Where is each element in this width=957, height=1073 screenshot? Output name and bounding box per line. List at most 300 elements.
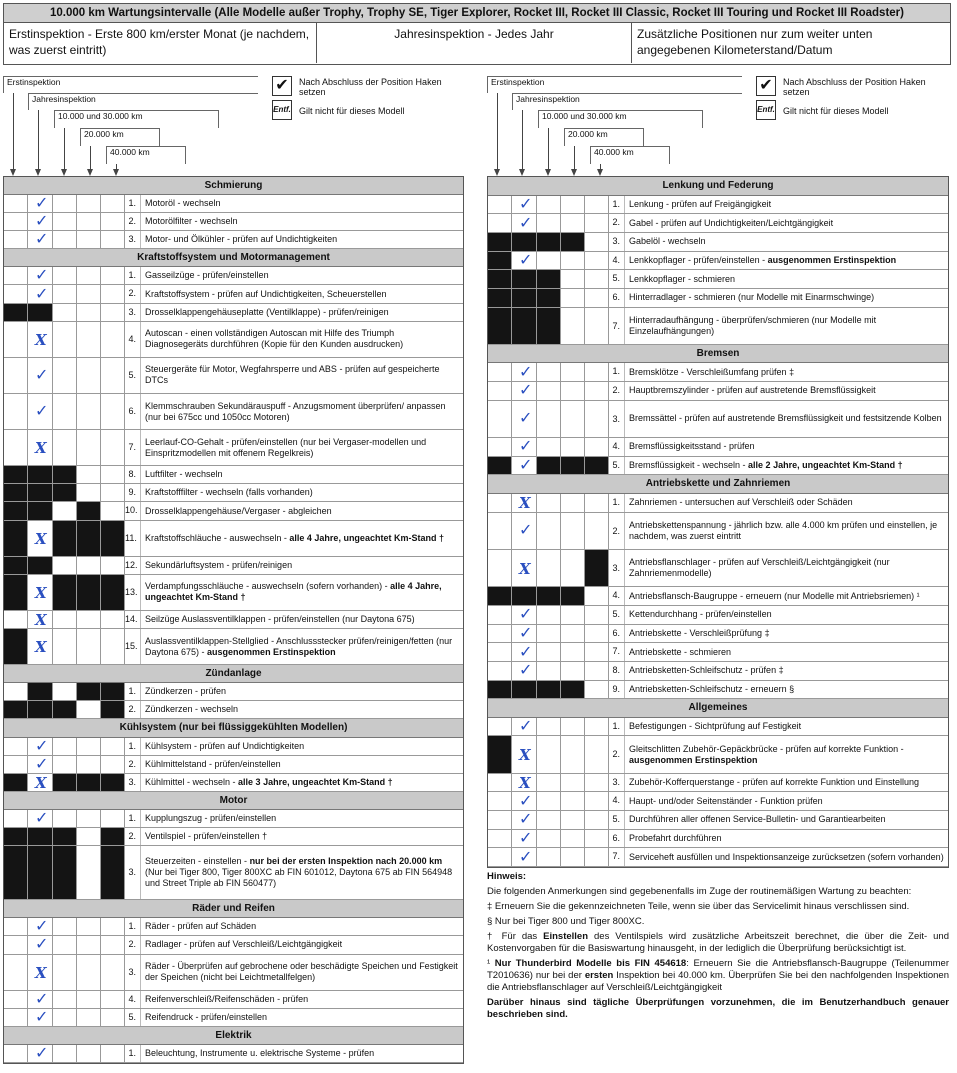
header-annual-inspection: Jahresinspektion - Jedes Jahr: [394, 27, 554, 41]
interval-cell: [4, 683, 28, 700]
item-number: 3.: [609, 401, 625, 437]
interval-cell: [4, 213, 28, 230]
item-number: 14.: [125, 611, 141, 628]
note-wear-parts: ‡ Erneuern Sie die gekennzeichneten Teile, wenn sie über das Servicelimit hinaus verschlissen sind.: [487, 901, 910, 912]
interval-cell: [488, 811, 512, 829]
interval-cell: [585, 625, 609, 643]
key-bracket: 20.000 km: [564, 128, 644, 146]
handwritten-check-mark: ✓: [519, 606, 533, 624]
key-line: [548, 128, 549, 171]
interval-cell: [488, 270, 512, 288]
interval-cell: [53, 846, 77, 899]
interval-cell: [53, 1009, 77, 1026]
interval-cell: [488, 438, 512, 456]
item-number: 2.: [125, 756, 141, 773]
interval-cell: [101, 1045, 125, 1062]
handwritten-check-mark: ✓: [519, 438, 533, 456]
interval-cell: [561, 830, 585, 848]
interval-cell: [4, 267, 28, 284]
section-header: Kühlsystem (nur bei flüssiggekühlten Modellen): [4, 719, 463, 737]
handwritten-cross-mark: X: [35, 583, 47, 602]
item-number: 2.: [125, 285, 141, 302]
interval-cell: [77, 918, 101, 935]
item-number: 1.: [125, 810, 141, 827]
maintenance-table-left: [3, 176, 464, 1064]
section-header: Allgemeines: [488, 699, 948, 718]
interval-cell: [561, 382, 585, 400]
interval-cell: [561, 643, 585, 661]
interval-cell: [53, 231, 77, 248]
handwritten-check-mark: ✓: [519, 718, 533, 736]
interval-cell: [537, 848, 561, 866]
interval-cell: [77, 195, 101, 212]
interval-cell: [537, 736, 561, 772]
interval-cell: [488, 233, 512, 251]
interval-cell: [585, 289, 609, 307]
item-description: Haupt- und/oder Seitenständer - Funktion prüfen: [629, 795, 823, 806]
note-daily-checks: Darüber hinaus sind tägliche Überprüfungen vorzunehmen, die im Benutzerhandbuch genauer beschrieben sind.: [487, 997, 949, 1020]
interval-cell: [28, 304, 53, 321]
item-description: Klemmschrauben Sekundärauspuff - Anzugsmoment überprüfen/ anpassen (nur bei 675cc und 1050cc Motoren): [145, 400, 446, 422]
interval-cell: [537, 792, 561, 810]
item-description: Ventilspiel - prüfen/einstellen †: [145, 830, 268, 841]
key-line: [574, 146, 575, 171]
interval-cell: [585, 214, 609, 232]
item-description: Durchführen aller offenen Service-Bulletin- und Garantiearbeiten: [629, 814, 886, 825]
table-row: [4, 231, 463, 249]
interval-cell: [4, 846, 28, 899]
table-row: [488, 438, 948, 457]
table-row: [4, 918, 463, 936]
item-number: 12.: [125, 557, 141, 574]
item-description: Kühlsystem - prüfen auf Undichtigkeiten: [145, 740, 305, 751]
item-number: 1.: [609, 196, 625, 214]
interval-cell: [585, 792, 609, 810]
table-row: [4, 394, 463, 430]
interval-cell: [101, 846, 125, 899]
interval-cell: [488, 774, 512, 792]
interval-cell: [561, 736, 585, 772]
interval-cell: [28, 846, 53, 899]
interval-cell: [4, 774, 28, 791]
interval-key-left: [3, 76, 273, 176]
key-line: [64, 128, 65, 171]
interval-cell: [4, 701, 28, 718]
handwritten-cross-mark: X: [519, 494, 531, 513]
item-description: Antriebsketten-Schleifschutz - erneuern §: [629, 683, 795, 694]
table-row: [4, 466, 463, 484]
interval-cell: [488, 252, 512, 270]
item-number: 11.: [125, 521, 141, 556]
table-row: [4, 1045, 463, 1063]
table-row: [488, 848, 948, 867]
section-header: Kraftstoffsystem und Motormanagement: [4, 249, 463, 267]
table-row: [488, 401, 948, 438]
interval-cell: [101, 774, 125, 791]
item-description: Motorölfilter - wechseln: [145, 216, 238, 227]
page-banner: 10.000 km Wartungsintervalle (Alle Modelle außer Trophy, Trophy SE, Tiger Explorer, Rocket III, Rocket III Classic, Rocket III Touring und Rocket III Roadster): [3, 3, 951, 23]
interval-cell: [53, 828, 77, 845]
interval-cell: [585, 718, 609, 736]
checkmark-icon: ✔: [756, 76, 776, 96]
interval-cell: [537, 718, 561, 736]
legend-right: [756, 76, 951, 126]
item-description: Gabel - prüfen auf Undichtigkeiten/Leichtgängigkeit: [629, 217, 834, 228]
table-row: [4, 484, 463, 502]
item-number: 9.: [609, 681, 625, 699]
interval-cell: [4, 756, 28, 773]
item-description: Radlager - prüfen auf Verschleiß/Leichtgängigkeit: [145, 939, 343, 950]
key-bracket: 10.000 und 30.000 km: [538, 110, 703, 128]
interval-cell: [77, 358, 101, 393]
section-header: Antriebskette und Zahnriemen: [488, 475, 948, 494]
key-bracket: Erstinspektion: [487, 76, 742, 93]
interval-cell: [537, 550, 561, 586]
interval-cell: [585, 363, 609, 381]
table-row: [4, 557, 463, 575]
legend-check-text: Nach Abschluss der Position Haken setzen: [299, 77, 442, 97]
interval-cell: [4, 430, 28, 465]
item-description: Gabelöl - wechseln: [629, 236, 706, 247]
interval-cell: [488, 625, 512, 643]
item-number: 15.: [125, 629, 141, 664]
item-number: 4.: [125, 322, 141, 357]
key-line: [497, 93, 498, 171]
interval-cell: [488, 662, 512, 680]
item-number: 4.: [609, 438, 625, 456]
interval-cell: [512, 587, 537, 605]
interval-cell: [4, 304, 28, 321]
item-description: Bremsflüssigkeitsstand - prüfen: [629, 441, 755, 452]
interval-cell: [585, 513, 609, 549]
interval-cell: [4, 195, 28, 212]
table-row: [4, 213, 463, 231]
item-description: Antriebskette - Verschleißprüfung ‡: [629, 627, 770, 638]
handwritten-check-mark: ✓: [35, 213, 49, 231]
item-description: Reifenverschleiß/Reifenschäden - prüfen: [145, 993, 309, 1004]
item-number: 3.: [125, 231, 141, 248]
interval-cell: [28, 484, 53, 501]
table-row: [4, 322, 463, 358]
interval-cell: [4, 575, 28, 610]
interval-cell: [53, 756, 77, 773]
interval-cell: [537, 270, 561, 288]
interval-cell: [488, 848, 512, 866]
interval-cell: [4, 394, 28, 429]
interval-cell: [561, 233, 585, 251]
interval-cell: [53, 774, 77, 791]
interval-key-right: [487, 76, 757, 176]
item-number: 5.: [125, 1009, 141, 1026]
item-number: 2.: [609, 214, 625, 232]
interval-cell: [77, 557, 101, 574]
item-number: 1.: [609, 494, 625, 512]
interval-cell: [77, 304, 101, 321]
interval-cell: [561, 848, 585, 866]
interval-cell: [53, 502, 77, 519]
item-description: Steuergeräte für Motor, Wegfahrsperre und ABS - prüfen auf gespeicherte DTCs: [145, 364, 440, 386]
table-row: [488, 643, 948, 662]
handwritten-cross-mark: X: [35, 439, 47, 458]
item-number: 2.: [609, 513, 625, 549]
inspection-header: [3, 23, 951, 65]
key-arrow-icon: [494, 169, 500, 176]
interval-cell: [53, 955, 77, 990]
interval-cell: [101, 1009, 125, 1026]
handwritten-cross-mark: X: [519, 559, 531, 578]
item-number: 1.: [125, 738, 141, 755]
interval-cell: [512, 270, 537, 288]
interval-cell: [101, 285, 125, 302]
interval-cell: [561, 438, 585, 456]
legend-check-text: Nach Abschluss der Position Haken setzen: [783, 77, 926, 97]
table-row: [4, 756, 463, 774]
table-row: [4, 828, 463, 846]
interval-cell: [101, 991, 125, 1008]
table-row: [488, 382, 948, 401]
interval-cell: [585, 736, 609, 772]
note-thunderbird: ¹ Nur Thunderbird Modelle bis FIN 454618: Erneuern Sie die Antriebsflansch-Baugruppe (Teilenummer T2010636) nur bei der ersten Inspektion bei 40.000 km. Überprüfen Sie bei den nachfolgenden Inspektionen die Antriebsflanschlager auf Verschleiß/Leichtgängigkeit: [487, 958, 949, 993]
item-number: 5.: [609, 811, 625, 829]
interval-cell: [585, 401, 609, 437]
table-row: [488, 792, 948, 811]
item-description: Gasseilzüge - prüfen/einstellen: [145, 270, 269, 281]
handwritten-check-mark: ✓: [519, 522, 533, 540]
item-description: Zubehör-Kofferquerstange - prüfen auf korrekte Funktion und Einstellung: [629, 777, 920, 788]
interval-cell: [488, 401, 512, 437]
table-row: [488, 718, 948, 737]
interval-cell: [101, 267, 125, 284]
item-description: Verdampfungsschläuche - auswechseln (sofern vorhanden) - alle 4 Jahre, ungeachtet Km-Stand †: [145, 581, 442, 603]
interval-cell: [585, 494, 609, 512]
table-row: [4, 991, 463, 1009]
interval-cell: [101, 955, 125, 990]
table-row: [488, 550, 948, 587]
interval-cell: [537, 363, 561, 381]
table-row: [4, 738, 463, 756]
handwritten-check-mark: ✓: [519, 662, 533, 680]
interval-cell: [53, 575, 77, 610]
table-row: [4, 304, 463, 322]
handwritten-check-mark: ✓: [35, 267, 49, 285]
interval-cell: [101, 756, 125, 773]
handwritten-check-mark: ✓: [35, 1008, 49, 1026]
handwritten-check-mark: ✓: [519, 830, 533, 847]
handwritten-check-mark: ✓: [35, 285, 49, 303]
interval-cell: [4, 1045, 28, 1062]
interval-cell: [4, 231, 28, 248]
interval-cell: [537, 774, 561, 792]
interval-cell: [537, 401, 561, 437]
item-description: Autoscan - einen vollständigen Autoscan mit Hilfe des Triumph Diagnosegeräts durchführen (Kopie für den Kunden ausdrucken): [145, 328, 404, 350]
handwritten-cross-mark: X: [35, 963, 47, 982]
interval-cell: [28, 828, 53, 845]
interval-cell: [585, 587, 609, 605]
interval-cell: [561, 270, 585, 288]
interval-cell: [101, 936, 125, 953]
handwritten-check-mark: ✓: [35, 366, 49, 384]
item-description: Räder - Überprüfen auf gebrochene oder beschädigte Speichen und Festigkeit der Speichen (nicht bei Leichtmetallfelgen): [145, 961, 458, 983]
item-description: Luftfilter - wechseln: [145, 469, 223, 480]
interval-cell: [585, 196, 609, 214]
table-row: [488, 270, 948, 289]
item-description: Auslassventilklappen-Stellglied - Anschlussstecker prüfen/reinigen/fetten (nur Daytona 675) - ausgenommen Erstinspektion: [145, 635, 453, 657]
table-row: [4, 195, 463, 213]
key-bracket: 40.000 km: [106, 146, 186, 164]
item-description: Bremsklötze - Verschleißumfang prüfen ‡: [629, 366, 795, 377]
item-number: 8.: [609, 662, 625, 680]
item-number: 6.: [609, 830, 625, 848]
handwritten-check-mark: ✓: [35, 231, 49, 249]
interval-cell: [77, 575, 101, 610]
item-number: 8.: [125, 466, 141, 483]
item-description: Sekundärluftsystem - prüfen/reinigen: [145, 559, 293, 570]
interval-cell: [28, 466, 53, 483]
interval-cell: [101, 575, 125, 610]
interval-cell: [77, 394, 101, 429]
interval-cell: [77, 629, 101, 664]
interval-cell: [4, 322, 28, 357]
interval-cell: [585, 643, 609, 661]
interval-cell: [53, 195, 77, 212]
interval-cell: [512, 681, 537, 699]
item-number: 4.: [609, 792, 625, 810]
table-row: [488, 830, 948, 849]
interval-cell: [4, 738, 28, 755]
interval-cell: [4, 521, 28, 556]
key-arrow-icon: [61, 169, 67, 176]
item-number: 7.: [609, 643, 625, 661]
interval-cell: [488, 382, 512, 400]
interval-cell: [561, 363, 585, 381]
interval-cell: [53, 936, 77, 953]
item-number: 5.: [609, 457, 625, 475]
interval-cell: [77, 810, 101, 827]
legend-left: [272, 76, 472, 126]
interval-cell: [585, 270, 609, 288]
handwritten-check-mark: ✓: [35, 918, 49, 936]
interval-cell: [585, 662, 609, 680]
item-description: Kraftstofffilter - wechseln (falls vorhanden): [145, 487, 313, 498]
table-row: [4, 502, 463, 520]
table-row: [488, 196, 948, 215]
interval-cell: [53, 322, 77, 357]
interval-cell: [561, 513, 585, 549]
item-number: 7.: [125, 430, 141, 465]
interval-cell: [101, 231, 125, 248]
checkmark-icon: ✔: [272, 76, 292, 96]
interval-cell: [561, 457, 585, 475]
interval-cell: [4, 936, 28, 953]
interval-cell: [561, 681, 585, 699]
interval-cell: [4, 1009, 28, 1026]
interval-cell: [28, 683, 53, 700]
interval-cell: [585, 811, 609, 829]
interval-cell: [101, 683, 125, 700]
handwritten-check-mark: ✓: [519, 643, 533, 661]
interval-cell: [53, 557, 77, 574]
item-number: 6.: [609, 289, 625, 307]
handwritten-check-mark: ✓: [519, 251, 533, 269]
interval-cell: [4, 358, 28, 393]
header-first-inspection: Erstinspektion - Erste 800 km/erster Monat (je nachdem, was zuerst eintritt): [9, 27, 310, 57]
item-number: 3.: [609, 774, 625, 792]
key-bracket: Jahresinspektion: [28, 93, 258, 110]
interval-cell: [585, 774, 609, 792]
legend-na-text: Gilt nicht für dieses Modell: [299, 106, 405, 116]
interval-cell: [53, 810, 77, 827]
item-number: 2.: [609, 382, 625, 400]
interval-cell: [4, 502, 28, 519]
item-description: Zahnriemen - untersuchen auf Verschleiß oder Schäden: [629, 497, 853, 508]
interval-cell: [512, 289, 537, 307]
item-description: Antriebsflanschlager - prüfen auf Verschleiß/Leichtgängigkeit (nur Zahnriemenmodelle): [629, 557, 890, 579]
handwritten-cross-mark: X: [35, 773, 47, 792]
not-applicable-icon: Entf.: [756, 100, 776, 120]
interval-cell: [53, 738, 77, 755]
interval-cell: [561, 196, 585, 214]
item-number: 3.: [125, 846, 141, 899]
interval-cell: [101, 304, 125, 321]
handwritten-cross-mark: X: [35, 330, 47, 349]
table-row: [4, 774, 463, 792]
item-description: Hinterradlager - schmieren (nur Modelle mit Einarmschwinge): [629, 292, 875, 303]
section-header: Zündanlage: [4, 665, 463, 683]
table-row: [4, 611, 463, 629]
interval-cell: [77, 611, 101, 628]
section-header: Schmierung: [4, 177, 463, 195]
interval-cell: [101, 466, 125, 483]
legend-na-text: Gilt nicht für dieses Modell: [783, 106, 889, 116]
interval-cell: [537, 252, 561, 270]
header-additional-positions: Zusätzliche Positionen nur zum weiter unten angegebenen Kilometerstand/Datum: [637, 27, 873, 57]
table-row: [488, 774, 948, 793]
interval-cell: [537, 587, 561, 605]
table-row: [488, 457, 948, 476]
interval-cell: [4, 918, 28, 935]
handwritten-check-mark: ✓: [35, 990, 49, 1008]
section-header: Bremsen: [488, 345, 948, 364]
key-line: [38, 110, 39, 171]
item-number: 5.: [125, 358, 141, 393]
interval-cell: [77, 738, 101, 755]
item-number: 4.: [609, 252, 625, 270]
interval-cell: [488, 363, 512, 381]
item-description: Lenkung - prüfen auf Freigängigkeit: [629, 198, 772, 209]
interval-cell: [77, 991, 101, 1008]
table-row: [4, 358, 463, 394]
item-number: 3.: [609, 233, 625, 251]
interval-cell: [561, 587, 585, 605]
interval-cell: [537, 438, 561, 456]
interval-cell: [4, 828, 28, 845]
interval-cell: [488, 289, 512, 307]
item-number: 2.: [125, 936, 141, 953]
interval-cell: [488, 792, 512, 810]
item-description: Hauptbremszylinder - prüfen auf austretende Bremsflüssigkeit: [629, 385, 876, 396]
key-bracket: 10.000 und 30.000 km: [54, 110, 219, 128]
table-row: [488, 681, 948, 700]
table-row: [488, 214, 948, 233]
interval-cell: [101, 918, 125, 935]
handwritten-check-mark: ✓: [519, 410, 533, 428]
item-number: 3.: [125, 304, 141, 321]
interval-cell: [4, 285, 28, 302]
interval-cell: [77, 936, 101, 953]
item-description: Zündkerzen - prüfen: [145, 686, 227, 697]
interval-cell: [488, 736, 512, 772]
item-number: 1.: [125, 267, 141, 284]
